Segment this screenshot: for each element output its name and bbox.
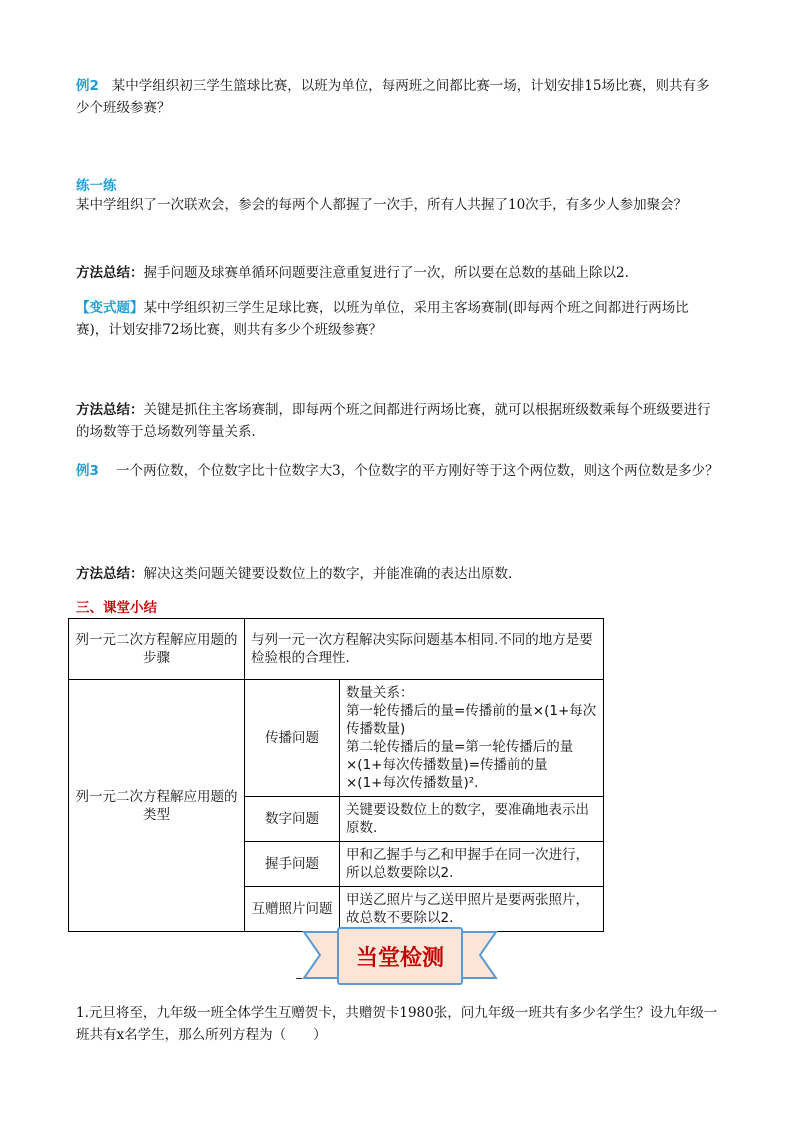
question-1: 1.元旦将至，九年级一班全体学生互赠贺卡，共赠贺卡1980张，问九年级一班共有多少名学生？设九年级一班共有x名学生，那么所列方程为（ ） — [76, 1005, 718, 1043]
method-summary-1-label: 方法总结： — [76, 265, 144, 281]
class-summary-table — [68, 618, 604, 932]
banner-text: 当堂检测 — [355, 946, 445, 971]
example-3-text: 一个两位数，个位数字比十位数字大3，个位数字的平方刚好等于这个两位数，则这个两位数是多少？ — [116, 463, 719, 479]
method-summary-1 — [76, 262, 721, 284]
example-3 — [76, 460, 721, 482]
example-2 — [76, 75, 721, 119]
type-desc-line: 数量关系： — [346, 685, 414, 701]
steps-body-cell: 与列一元一次方程解决实际问题基本相同.不同的地方是要检验根的合理性. — [245, 619, 604, 680]
steps-header-cell: 列一元二次方程解应用题的步骤 — [69, 619, 245, 680]
table-row — [69, 680, 604, 797]
divider-mark — [296, 978, 302, 979]
variant-label: 【变式题】 — [76, 300, 144, 316]
method-summary-2-label: 方法总结： — [76, 402, 144, 418]
type-name-cell: 数字问题 — [245, 797, 340, 842]
method-summary-3-text: 解决这类问题关键要设数位上的数字，并能准确的表达出原数. — [143, 566, 513, 582]
example-3-label: 例3 — [76, 463, 99, 479]
type-desc-cell: 关键要设数位上的数字，要准确地表示出原数. — [340, 797, 604, 842]
type-desc-cell — [340, 680, 604, 797]
practice-text: 某中学组织了一次联欢会，参会的每两个人都握了一次手，所有人共握了10次手，有多少人参加聚会？ — [76, 197, 688, 213]
variant-question — [76, 297, 721, 341]
section-title: 三、课堂小结 — [76, 600, 157, 616]
in-class-test-banner — [300, 926, 500, 990]
method-summary-1-text: 握手问题及球赛单循环问题要注意重复进行了一次，所以要在总数的基础上除以2. — [143, 265, 629, 281]
section-heading — [76, 597, 721, 619]
method-summary-2-text: 关键是抓住主客场赛制，即每两个班之间都进行两场比赛，就可以根据班级数乘每个班级要进行的场数等于总场数列等量关系. — [76, 402, 711, 440]
method-summary-2 — [76, 399, 721, 443]
example-2-label: 例2 — [76, 78, 99, 94]
type-desc-cell: 甲和乙握手与乙和甲握手在同一次进行，所以总数要除以2. — [340, 842, 604, 887]
table-row — [69, 619, 604, 680]
practice-label: 练一练 — [76, 178, 117, 194]
type-name-cell: 传播问题 — [245, 680, 340, 797]
example-2-text: 某中学组织初三学生篮球比赛，以班为单位，每两班之间都比赛一场，计划安排15场比赛，则共有多少个班级参赛？ — [76, 78, 710, 116]
type-desc-line: 第二轮传播后的量=第一轮传播后的量×(1+每次传播数量)=传播前的量×(1+每次传播数量)². — [346, 739, 574, 791]
method-summary-3 — [76, 563, 721, 585]
variant-text: 某中学组织初三学生足球比赛，以班为单位，采用主客场赛制(即每两个班之间都进行两场比赛)，计划安排72场比赛，则共有多少个班级参赛？ — [76, 300, 689, 338]
type-desc-cell: 甲送乙照片与乙送甲照片是要两张照片，故总数不要除以2. — [340, 887, 604, 932]
types-header-cell: 列一元二次方程解应用题的类型 — [69, 680, 245, 932]
type-name-cell: 互赠照片问题 — [245, 887, 340, 932]
type-name-cell: 握手问题 — [245, 842, 340, 887]
method-summary-3-label: 方法总结： — [76, 566, 144, 582]
type-desc-line: 第一轮传播后的量=传播前的量×(1+每次传播数量) — [346, 703, 597, 737]
